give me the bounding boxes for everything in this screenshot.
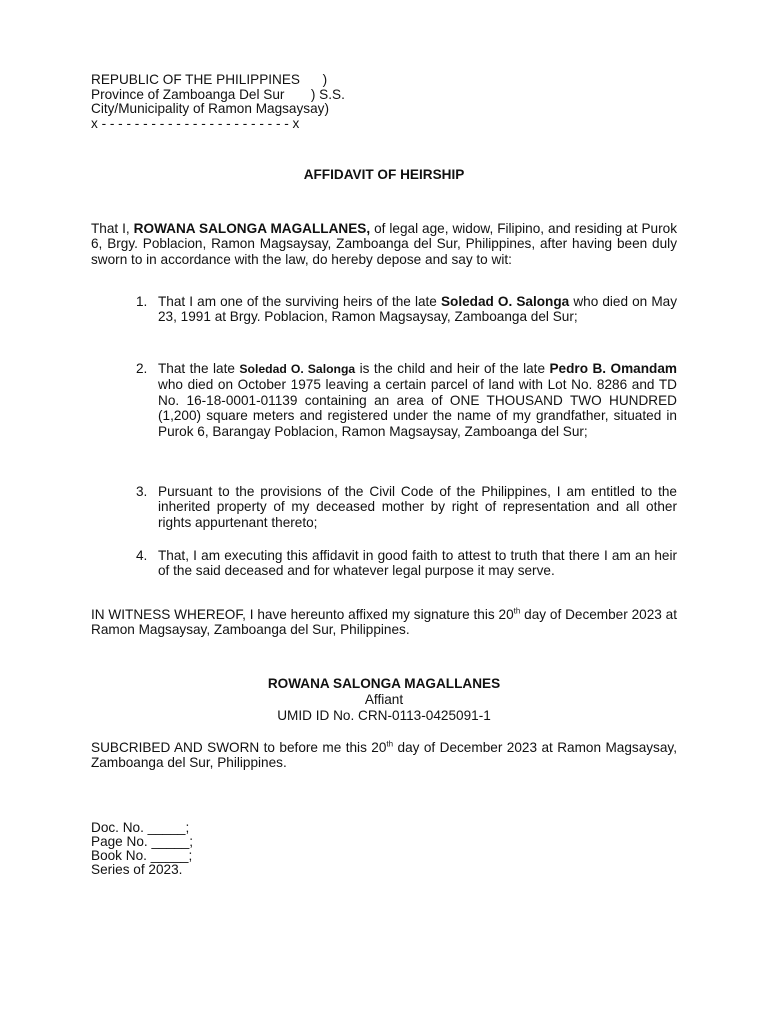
item-number: 1. — [136, 294, 148, 309]
venue-caption — [91, 73, 345, 131]
item-number: 2. — [136, 361, 148, 376]
caption-separator: x - - - - - - - - - - - - - - - - - - - - - - - x — [91, 115, 300, 131]
doc-number: Doc. No. _____; — [91, 820, 190, 835]
jurat-text-pre: SUBCRIBED AND SWORN to before me this 20 — [91, 740, 387, 755]
item-bold-name: Pedro B. Omandam — [549, 361, 677, 376]
item-text: Pursuant to the provisions of the Civil Code of the Philippines, I am entitled to the inherited property of my deceased mother by right of representation and all other rights appurtenant thereto; — [158, 484, 677, 530]
intro-post: of legal age, widow, Filipino, and residing at Purok 6, Brgy. Poblacion, Ramon Magsaysay, Zamboanga del Sur, Philippines, after having been duly sworn to in accordance with the law, do hereby depose and say to wit: — [91, 221, 677, 267]
witness-text-post: day of December 2023 at Ramon Magsaysay, Zamboanga del Sur, Philippines. — [91, 607, 678, 638]
item-text-pre: That I am one of the surviving heirs of the late — [158, 294, 441, 309]
item-bold-name-small: Soledad O. Salonga — [239, 362, 356, 376]
jurat-paragraph — [91, 740, 677, 771]
item-text-post: who died on October 1975 leaving a certain parcel of land with Lot No. 8286 and TD No. 16-18-0001-01139 containing an area of ONE THOUSAND TWO HUNDRED (1,200) square meters and registered under the name of my grandfather, situated in Purok 6, Barangay Poblacion, Ramon Magsaysay, Zamboanga del Sur; — [158, 377, 677, 439]
witness-paragraph — [91, 607, 677, 638]
list-item-1 — [136, 294, 677, 325]
item-text: That, I am executing this affidavit in good faith to attest to truth that there I am an heir of the said deceased and for whatever legal purpose it may serve. — [158, 548, 677, 579]
witness-text-pre: IN WITNESS WHEREOF, I have hereunto affixed my signature this 20 — [91, 607, 514, 622]
page-number: Page No. _____; — [91, 834, 194, 849]
item-text-mid: is the child and heir of the late — [355, 361, 550, 376]
caption-line-republic: REPUBLIC OF THE PHILIPPINES ) — [91, 72, 328, 87]
book-number: Book No. _____; — [91, 848, 193, 863]
document-title: AFFIDAVIT OF HEIRSHIP — [303, 167, 465, 182]
item-bold-name: Soledad O. Salonga — [440, 294, 570, 309]
item-number: 4. — [136, 548, 148, 563]
intro-paragraph — [91, 221, 677, 267]
affiant-name: ROWANA SALONGA MAGALLANES — [267, 676, 501, 691]
item-text — [158, 361, 677, 439]
item-text — [158, 294, 677, 325]
jurat-ordinal: th — [386, 739, 394, 749]
item-text-post: who died on May 23, 1991 at Brgy. Poblacion, Ramon Magsaysay, Zamboanga del Sur; — [158, 294, 678, 325]
affiant-name-inline: ROWANA SALONGA MAGALLANES, — [133, 221, 371, 236]
caption-line-city: City/Municipality of Ramon Magsaysay) — [91, 101, 329, 116]
jurat-text-post: day of December 2023 at Ramon Magsaysay, Zamboanga del Sur, Philippines. — [91, 740, 677, 771]
affiant-label: Affiant — [364, 692, 404, 707]
list-item-2 — [136, 361, 677, 439]
list-item-3 — [136, 484, 677, 530]
intro-pre: That I, — [91, 221, 134, 236]
item-number: 3. — [136, 484, 148, 499]
series-year: Series of 2023. — [91, 862, 183, 877]
list-item-4 — [136, 548, 677, 579]
caption-line-province: Province of Zamboanga Del Sur ) S.S. — [91, 86, 345, 102]
item-text-pre: That the late — [158, 361, 240, 376]
notarial-register — [91, 821, 193, 877]
witness-ordinal: th — [513, 606, 521, 616]
affiant-id: UMID ID No. CRN-0113-0425091-1 — [277, 708, 491, 723]
